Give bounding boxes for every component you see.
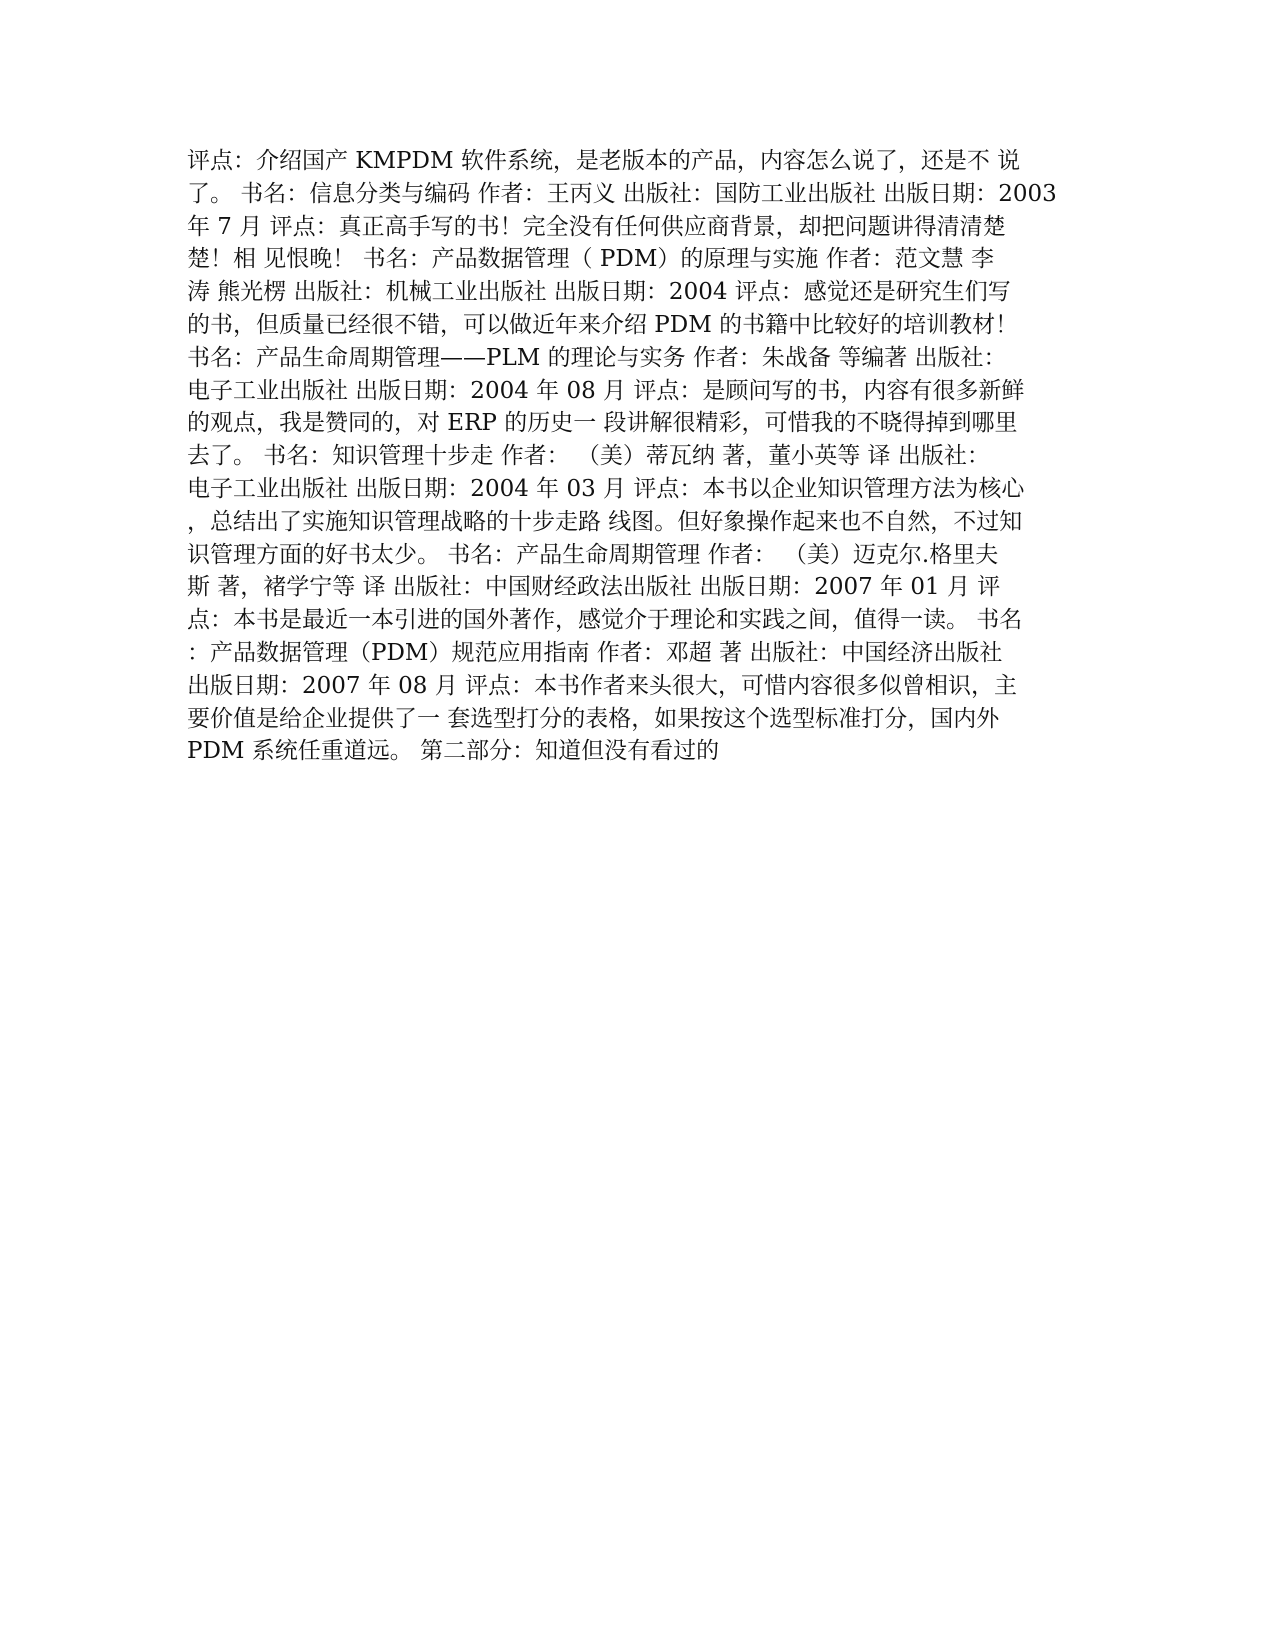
text-line: ：产品数据管理（PDM）规范应用指南 作者：邓超 著 出版社：中国经济出版社 xyxy=(187,639,1003,666)
text-line: PDM 系统任重道远。 第二部分：知道但没有看过的 xyxy=(187,738,720,765)
text-line: 的书，但质量已经很不错，可以做近年来介绍 PDM 的书籍中比较好的培训教材！ xyxy=(187,311,1019,338)
text-line: 点：本书是最近一本引进的国外著作，感觉介于理论和实践之间，值得一读。 书名 xyxy=(187,607,1023,634)
text-line: 识管理方面的好书太少。 书名：产品生命周期管理 作者： （美）迈克尔.格里夫 xyxy=(187,541,999,568)
text-line: 评点：介绍国产 KMPDM 软件系统，是老版本的产品，内容怎么说了，还是不 说 xyxy=(187,148,1021,174)
text-line: 去了。 书名：知识管理十步走 作者： （美）蒂瓦纳 著，董小英等 译 出版社： xyxy=(187,443,990,470)
text-line: 楚！相 见恨晚！ 书名：产品数据管理（ PDM）的原理与实施 作者：范文慧 李 xyxy=(187,246,995,273)
text-line: 出版日期：2007 年 08 月 评点：本书作者来头很大，可惜内容很多似曾相识，主 xyxy=(187,672,1018,699)
text-line: 了。 书名：信息分类与编码 作者：王丙义 出版社：国防工业出版社 出版日期：2003 xyxy=(187,180,1057,207)
text-line: 电子工业出版社 出版日期：2004 年 08 月 评点：是顾问写的书，内容有很多新鲜 xyxy=(187,377,1025,404)
text-line: 书名：产品生命周期管理——PLM 的理论与实务 作者：朱战备 等编著 出版社： xyxy=(187,344,1007,371)
text-line: 电子工业出版社 出版日期：2004 年 03 月 评点：本书以企业知识管理方法为核心 xyxy=(187,475,1025,502)
body-text xyxy=(187,145,1107,768)
text-line: 年 7 月 评点：真正高手写的书！完全没有任何供应商背景，却把问题讲得清清楚 xyxy=(187,213,1006,240)
text-line: 斯 著，褚学宁等 译 出版社：中国财经政法出版社 出版日期：2007 年 01 月 评 xyxy=(187,574,1001,601)
text-line: 涛 熊光楞 出版社：机械工业出版社 出版日期：2004 评点：感觉还是研究生们写 xyxy=(187,279,1011,306)
text-line: ，总结出了实施知识管理战略的十步走路 线图。但好象操作起来也不自然，不过知 xyxy=(187,508,1023,535)
text-line: 要价值是给企业提供了一 套选型打分的表格，如果按这个选型标准打分，国内外 xyxy=(187,705,1000,732)
text-line: 的观点，我是赞同的，对 ERP 的历史一 段讲解很精彩，可惜我的不晓得掉到哪里 xyxy=(187,410,1018,437)
